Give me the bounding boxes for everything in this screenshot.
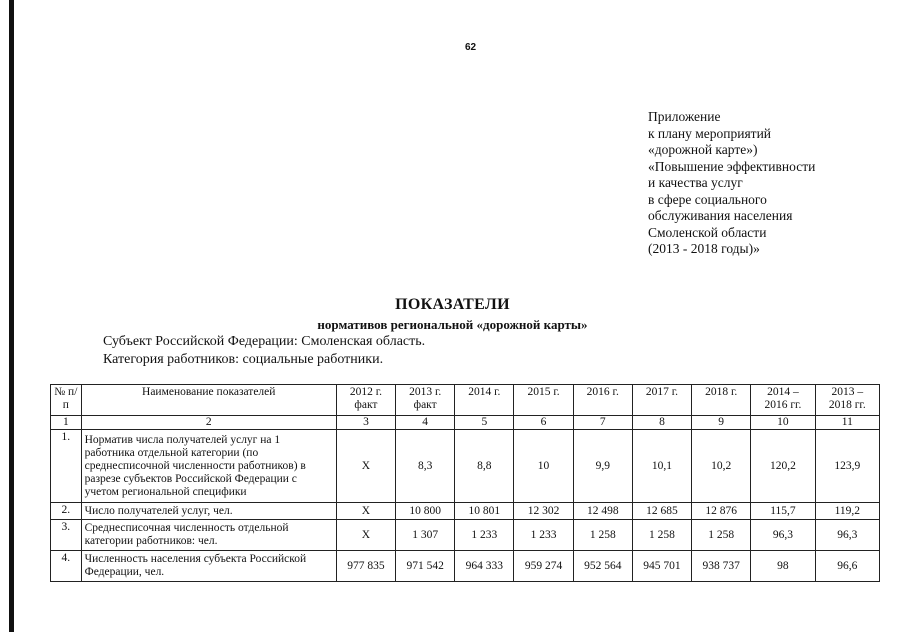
table-row [51, 551, 880, 582]
column-number-cell: 3 [336, 416, 395, 430]
column-number-cell: 10 [751, 416, 815, 430]
value-cell: 10 [514, 430, 573, 503]
appendix-line: Приложение [648, 109, 721, 124]
subject-line: Субъект Российской Федерации: Смоленская область. [103, 334, 426, 349]
value-cell: 119,2 [815, 503, 879, 520]
indicator-name: Среднесписочная численность отдельной категории работников: чел. [81, 520, 336, 551]
header-cell: 2013 – 2018 гг. [815, 385, 879, 416]
appendix-line: в сфере социального [648, 191, 767, 207]
indicator-name: Норматив числа получателей услуг на 1 работника отдельной категории (по среднесписочной численности работников) в разрезе субъектов Российской Федерации с учетом региональной специфики [81, 430, 336, 503]
value-cell: 977 835 [336, 551, 395, 582]
header-cell: 2015 г. [514, 385, 573, 416]
value-cell: 10 801 [455, 503, 514, 520]
value-cell: 9,9 [573, 430, 632, 503]
value-cell: 98 [751, 551, 815, 582]
page-number: 62 [465, 42, 477, 53]
value-cell: 971 542 [396, 551, 455, 582]
value-cell: 938 737 [692, 551, 751, 582]
value-cell: 96,6 [815, 551, 879, 582]
value-cell: 1 233 [455, 520, 514, 551]
value-cell: 1 307 [396, 520, 455, 551]
header-cell: 2013 г. факт [396, 385, 455, 416]
value-cell: 964 333 [455, 551, 514, 582]
appendix-line: «Повышение эффективности [648, 158, 816, 174]
value-cell: 96,3 [815, 520, 879, 551]
header-cell: № п/п [51, 385, 82, 416]
indicators-table [50, 384, 880, 582]
value-cell: 120,2 [751, 430, 815, 503]
appendix-line: (2013 - 2018 годы)» [648, 241, 760, 256]
table-row [51, 520, 880, 551]
scan-edge-bar [9, 0, 14, 632]
column-number-cell: 8 [632, 416, 691, 430]
column-number-cell: 9 [692, 416, 751, 430]
value-cell: Х [336, 503, 395, 520]
value-cell: Х [336, 430, 395, 503]
header-cell: 2014 – 2016 гг. [751, 385, 815, 416]
appendix-line: «дорожной карте») [648, 142, 758, 157]
header-cell: 2018 г. [692, 385, 751, 416]
header-cell: 2016 г. [573, 385, 632, 416]
table-header-row [51, 385, 880, 416]
row-number: 2. [51, 503, 82, 520]
header-cell: 2014 г. [455, 385, 514, 416]
value-cell: 115,7 [751, 503, 815, 520]
appendix-line: Смоленской области [648, 224, 767, 240]
appendix-line: к плану мероприятий [648, 125, 772, 141]
row-number: 1. [51, 430, 82, 503]
value-cell: 8,8 [455, 430, 514, 503]
value-cell: 12 302 [514, 503, 573, 520]
category-line: Категория работников: социальные работники. [103, 352, 384, 367]
value-cell: 12 685 [632, 503, 691, 520]
value-cell: 1 233 [514, 520, 573, 551]
value-cell: 959 274 [514, 551, 573, 582]
value-cell: 1 258 [632, 520, 691, 551]
appendix-line: обслуживания населения [648, 208, 793, 223]
value-cell: 123,9 [815, 430, 879, 503]
appendix-line: и качества услуг [648, 175, 743, 190]
indicator-name: Число получателей услуг, чел. [81, 503, 336, 520]
column-number-cell: 4 [396, 416, 455, 430]
document-title: ПОКАЗАТЕЛИ [395, 296, 510, 313]
column-number-cell: 2 [81, 416, 336, 430]
row-number: 4. [51, 551, 82, 582]
value-cell: 8,3 [396, 430, 455, 503]
value-cell: 12 498 [573, 503, 632, 520]
column-number-row [51, 416, 880, 430]
value-cell: 10,2 [692, 430, 751, 503]
column-number-cell: 7 [573, 416, 632, 430]
value-cell: 945 701 [632, 551, 691, 582]
value-cell: 96,3 [751, 520, 815, 551]
column-number-cell: 6 [514, 416, 573, 430]
row-number: 3. [51, 520, 82, 551]
value-cell: Х [336, 520, 395, 551]
indicator-name: Численность населения субъекта Российской Федерации, чел. [81, 551, 336, 582]
column-number-cell: 11 [815, 416, 879, 430]
value-cell: 10,1 [632, 430, 691, 503]
value-cell: 1 258 [573, 520, 632, 551]
value-cell: 10 800 [396, 503, 455, 520]
document-subtitle: нормативов региональной «дорожной карты» [317, 317, 588, 332]
header-cell: 2012 г. факт [336, 385, 395, 416]
header-cell: 2017 г. [632, 385, 691, 416]
header-cell: Наименование показателей [81, 385, 336, 416]
appendix-note [648, 109, 815, 258]
column-number-cell: 1 [51, 416, 82, 430]
table-row [51, 430, 880, 503]
column-number-cell: 5 [455, 416, 514, 430]
table-row [51, 503, 880, 520]
value-cell: 12 876 [692, 503, 751, 520]
value-cell: 952 564 [573, 551, 632, 582]
value-cell: 1 258 [692, 520, 751, 551]
